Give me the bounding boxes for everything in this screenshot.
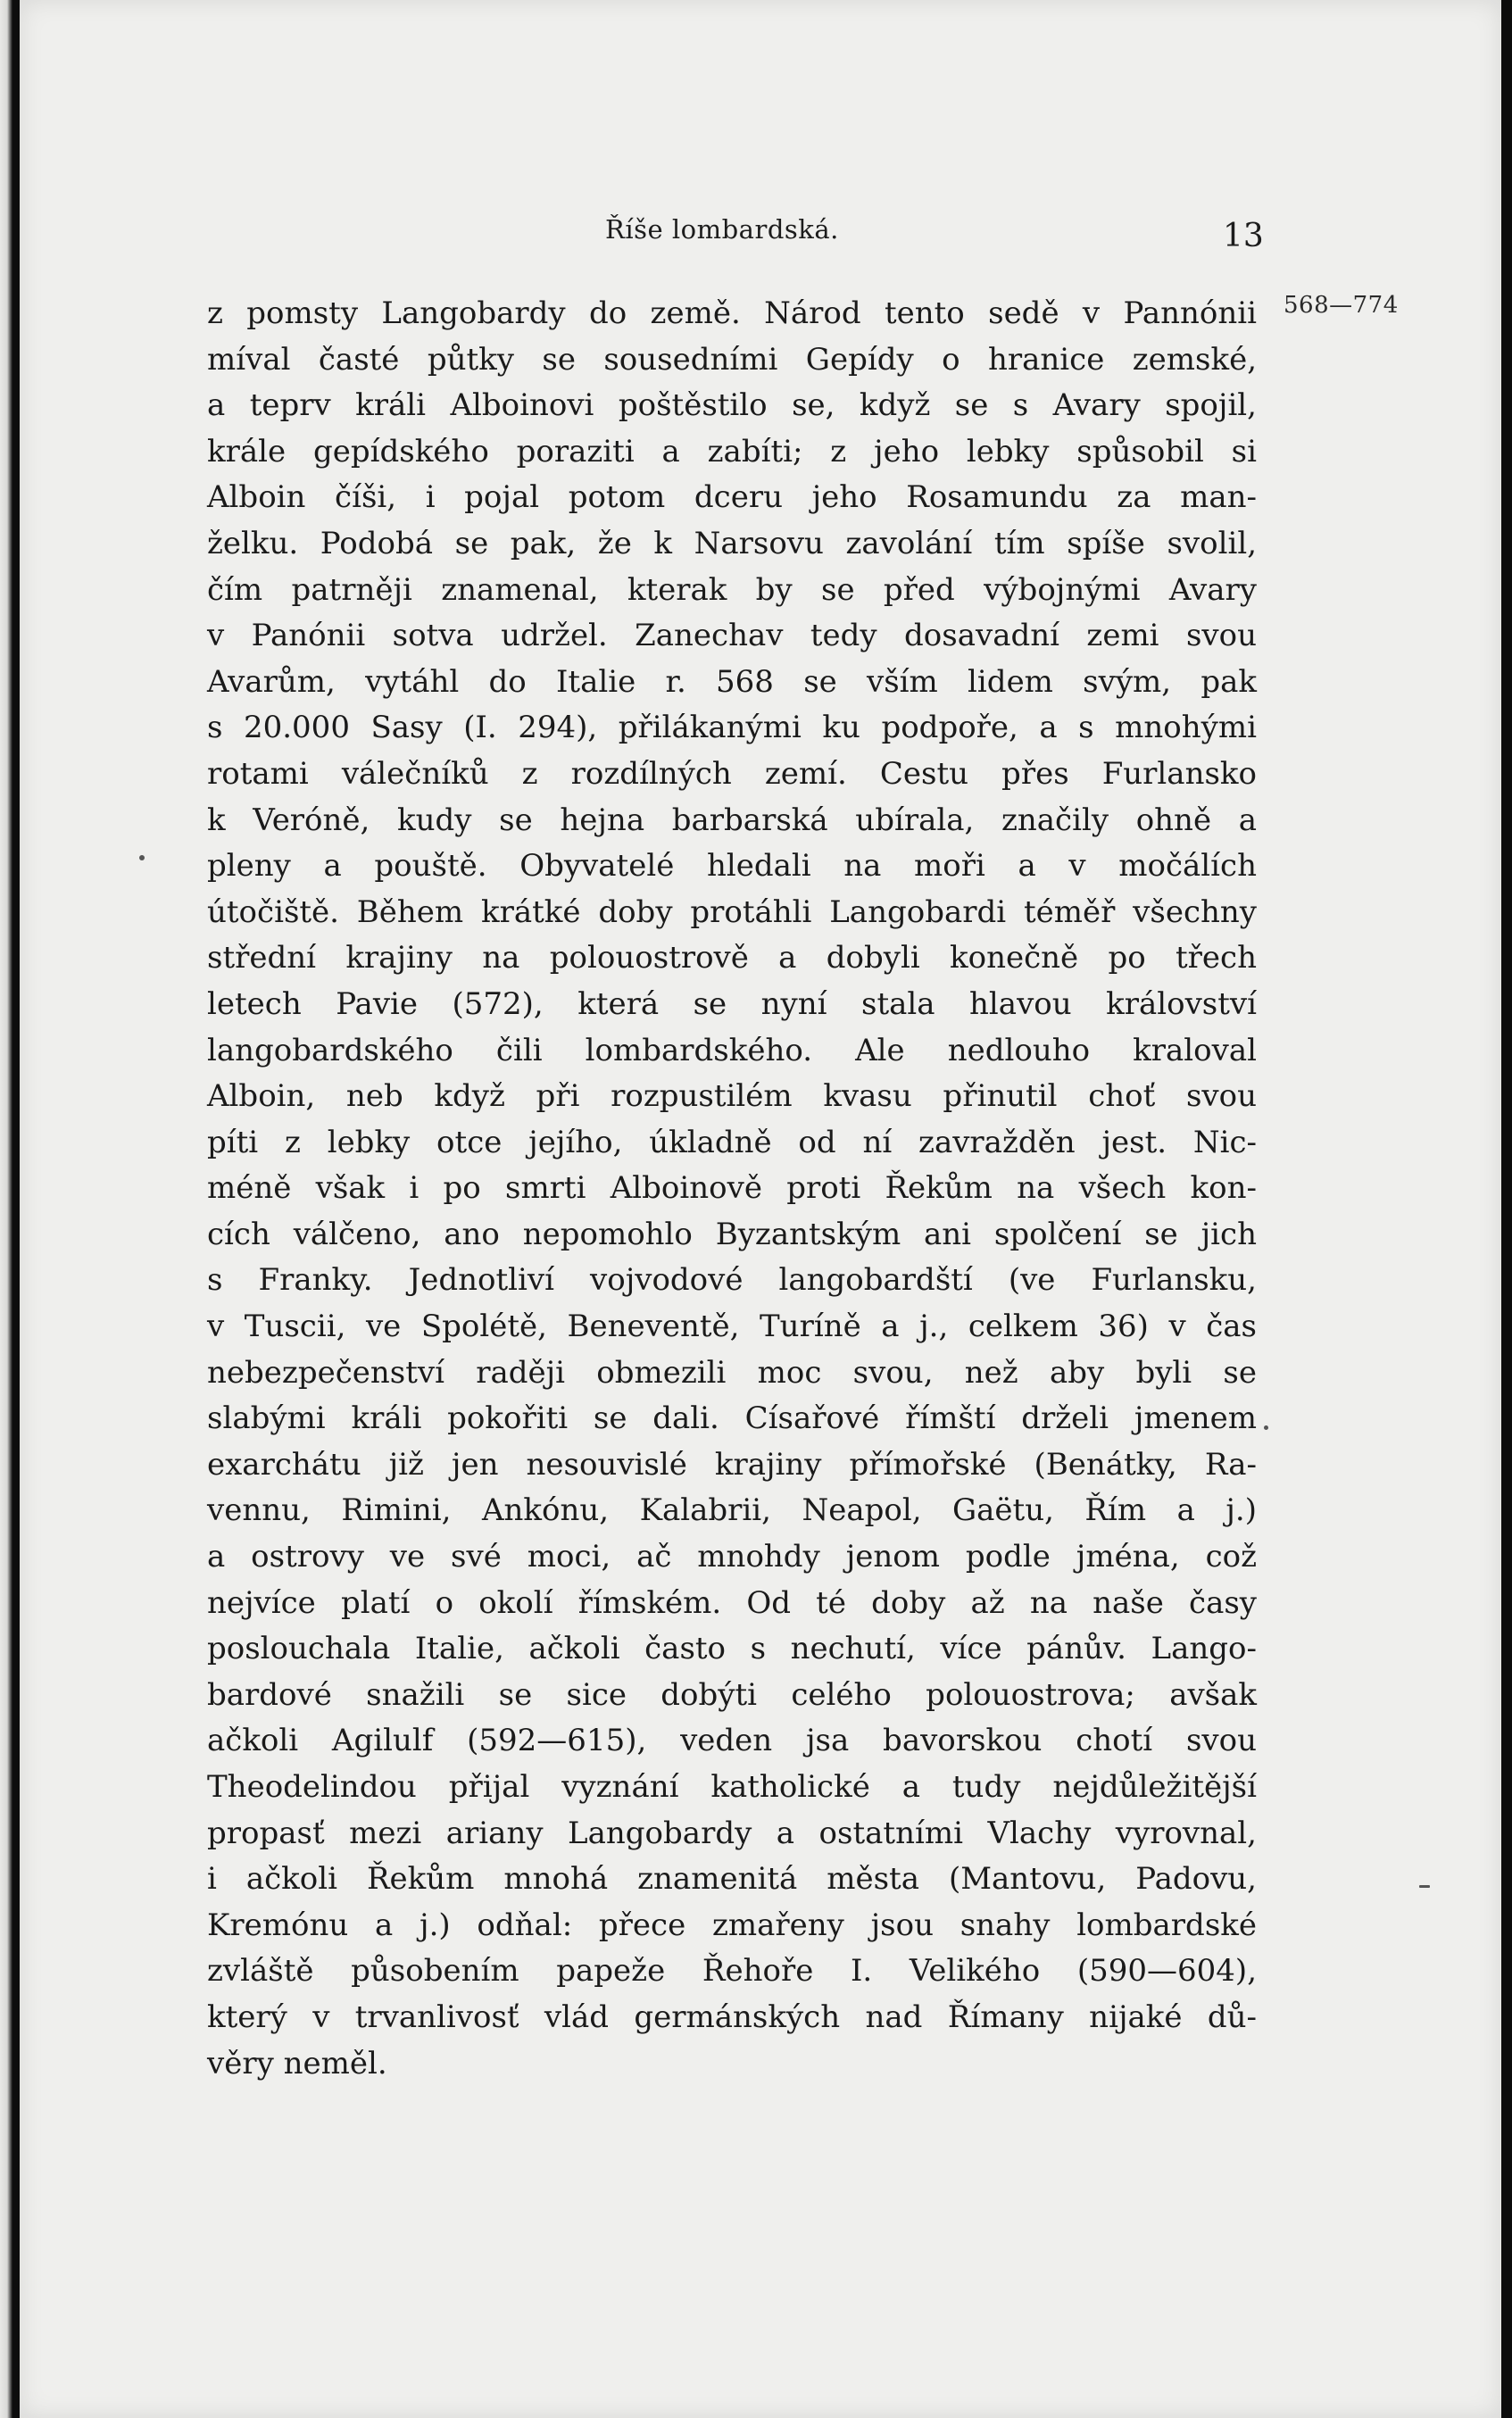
text-line: který v trvanlivosť vlád germánských nad Římany nijaké dů-	[207, 1998, 1257, 2035]
text-line: nebezpečenství raději obmezili moc svou, než aby byli se	[207, 1354, 1257, 1391]
text-line: Avarům, vytáhl do Italie r. 568 se vším lidem svým, pak	[207, 663, 1257, 700]
text-line: cích válčeno, ano nepomohlo Byzantským ani spolčení se jich	[207, 1216, 1257, 1252]
text-line: Theodelindou přijal vyznání katholické a tudy nejdůležitější	[207, 1769, 1257, 1805]
text-line: ačkoli Agilulf (592—615), veden jsa bavorskou chotí svou	[207, 1723, 1257, 1759]
scan-speck	[1264, 1425, 1268, 1430]
text-line: poslouchala Italie, ačkoli často s nechutí, více pánův. Lango-	[207, 1631, 1257, 1667]
text-line: čím patrněji znamenal, kterak by se před výbojnými Avary	[207, 571, 1257, 608]
text-line: a ostrovy ve své moci, ač mnohdy jenom podle jména, což	[207, 1539, 1257, 1575]
text-line: i ačkoli Řekům mnohá znamenitá města (Mantovu, Padovu,	[207, 1861, 1257, 1898]
text-line: rotami válečníků z rozdílných zemí. Cestu přes Furlansko	[207, 755, 1257, 792]
text-line: s 20.000 Sasy (I. 294), přilákanými ku podpoře, a s mnohými	[207, 710, 1257, 746]
text-line: méně však i po smrti Alboinově proti Řekům na všech kon-	[207, 1170, 1257, 1207]
text-line: v Panónii sotva udržel. Zanechav tedy dosavadní zemi svou	[207, 618, 1257, 654]
text-line: nejvíce platí o okolí římském. Od té doby až na naše časy	[207, 1584, 1257, 1621]
text-line: střední krajiny na polouostrově a dobyli konečně po třech	[207, 940, 1257, 976]
text-line: bardové snažili se sice dobýti celého polouostrova; avšak	[207, 1676, 1257, 1713]
text-line: Alboin, neb když při rozpustilém kvasu přinutil choť svou	[207, 1078, 1257, 1115]
page-number: 13	[1223, 218, 1264, 254]
text-line: pleny a pouště. Obyvatelé hledali na moři a v močálích	[207, 848, 1257, 885]
text-line: píti z lebky otce jejího, úkladně od ní zavražděn jest. Nic-	[207, 1124, 1257, 1160]
text-line: a teprv králi Alboinovi poštěstilo se, když se s Avary spojil,	[207, 387, 1257, 424]
text-line: langobardského čili lombardského. Ale nedlouho kraloval	[207, 1032, 1257, 1068]
running-title: Říše lombardská.	[605, 214, 839, 245]
text-line: letech Pavie (572), která se nyní stala hlavou království	[207, 985, 1257, 1022]
text-line: věry neměl.	[207, 2045, 387, 2081]
body-text	[207, 291, 1257, 2165]
text-line: v Tuscii, ve Spolétě, Beneventě, Turíně a j., celkem 36) v čas	[207, 1309, 1257, 1345]
text-line: exarchátu již jen nesouvislé krajiny přímořské (Benátky, Ra-	[207, 1446, 1257, 1483]
margin-date-note: 568—774	[1284, 292, 1399, 319]
text-line: Alboin číši, i pojal potom dceru jeho Rosamundu za man-	[207, 479, 1257, 516]
text-line: krále gepídského poraziti a zabíti; z jeho lebky spůsobil si	[207, 433, 1257, 469]
text-line: míval časté půtky se sousedními Gepídy o hranice zemské,	[207, 341, 1257, 378]
text-line: želku. Podobá se pak, že k Narsovu zavolání tím spíše svolil,	[207, 525, 1257, 561]
text-line: slabými králi pokořiti se dali. Císařové římští drželi jmenem	[207, 1400, 1257, 1437]
text-line: z pomsty Langobardy do země. Národ tento sedě v Pannónii	[207, 295, 1257, 331]
text-line: k Veróně, kudy se hejna barbarská ubírala, značily ohně a	[207, 802, 1257, 838]
scan-left-edge	[0, 0, 20, 2418]
text-line: vennu, Rimini, Ankónu, Kalabrii, Neapol, Gaëtu, Řím a j.)	[207, 1492, 1257, 1529]
scan-speck	[139, 855, 145, 860]
text-line: zvláště působením papeže Řehoře I. Velikého (590—604),	[207, 1953, 1257, 1990]
scan-speck	[1419, 1885, 1430, 1888]
text-line: útočiště. Během krátké doby protáhli Langobardi téměř všechny	[207, 893, 1257, 930]
scan-right-edge	[1501, 0, 1512, 2418]
text-line: propasť mezi ariany Langobardy a ostatními Vlachy vyrovnal,	[207, 1815, 1257, 1851]
text-line: Kremónu a j.) odňal: přece zmařeny jsou snahy lombardské	[207, 1907, 1257, 1943]
text-line: s Franky. Jednotliví vojvodové langobardští (ve Furlansku,	[207, 1262, 1257, 1299]
page-header	[0, 204, 1512, 257]
